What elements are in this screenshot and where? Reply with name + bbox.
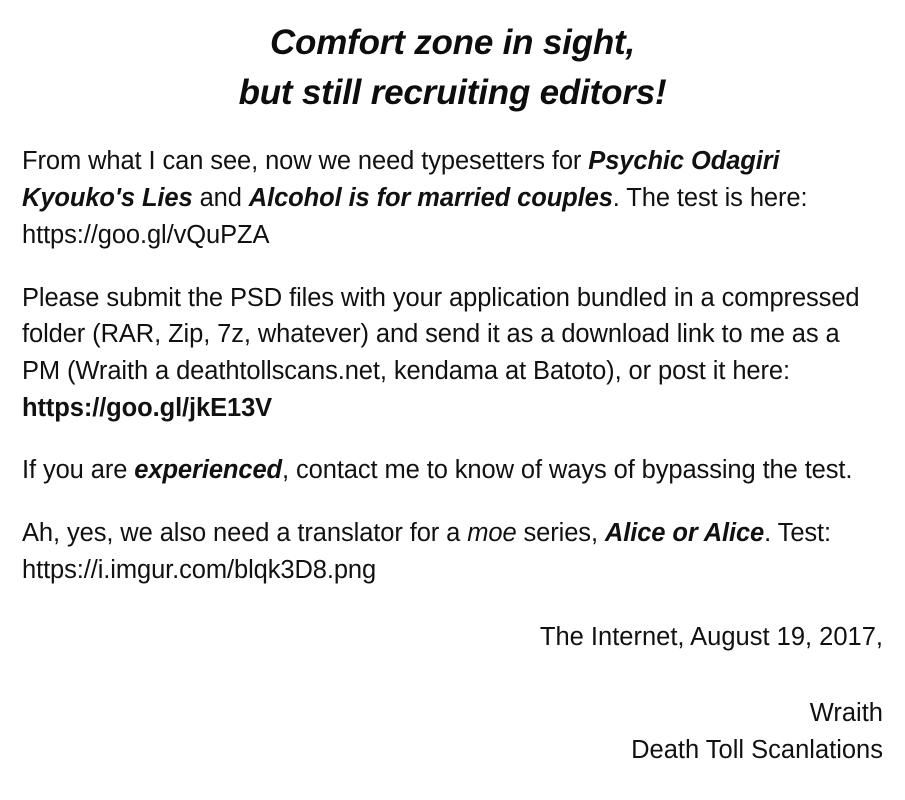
page-title <box>22 18 883 117</box>
series-title-psychic-odagiri: Psychic Odagiri Kyouko's Lies <box>22 147 780 213</box>
paragraph-translator <box>22 515 883 588</box>
series-title-alice: Alice or Alice <box>604 519 765 548</box>
paragraph-1-text-1: From what I can see, now we need typesetters for <box>22 147 589 176</box>
paragraph-3-text-1: If you are <box>22 456 135 485</box>
paragraph-1-text-3: . The test is here: <box>612 184 808 213</box>
title-line-1: Comfort zone in sight, <box>269 23 635 62</box>
signature-block <box>22 619 883 769</box>
test-link-2[interactable]: https://i.imgur.com/blqk3D8.png <box>22 555 377 584</box>
paragraph-typesetters <box>22 143 883 253</box>
paragraph-3-text-2: , contact me to know of ways of bypassing the test. <box>282 456 853 485</box>
paragraph-experienced <box>22 452 883 489</box>
series-title-alcohol: Alcohol is for married couples <box>248 184 613 213</box>
paragraph-4-text-2: series, <box>516 519 605 548</box>
signature-name: Wraith <box>809 699 883 728</box>
test-link-1[interactable]: https://goo.gl/vQuPZA <box>22 220 270 249</box>
paragraph-submission <box>22 280 883 427</box>
signature-date: The Internet, August 19, 2017, <box>539 622 883 651</box>
paragraph-4-text-1: Ah, yes, we also need a translator for a <box>22 519 468 548</box>
emphasis-experienced: experienced <box>134 456 283 485</box>
paragraph-4-text-3: . Test: <box>764 519 832 548</box>
signature-group: Death Toll Scanlations <box>631 736 883 764</box>
emphasis-moe: moe <box>467 519 517 548</box>
paragraph-1-text-2: and <box>192 184 249 213</box>
post-link[interactable]: https://goo.gl/jkE13V <box>22 393 273 422</box>
paragraph-2-text-1: Please submit the PSD files with your application bundled in a compressed folder (RAR, Zip, 7z, whatever) and send it as a download link to me as a PM (Wraith a deathtollscans.net, kendama at Batoto), or post it here: <box>22 283 860 385</box>
title-line-2: but still recruiting editors! <box>238 72 667 112</box>
